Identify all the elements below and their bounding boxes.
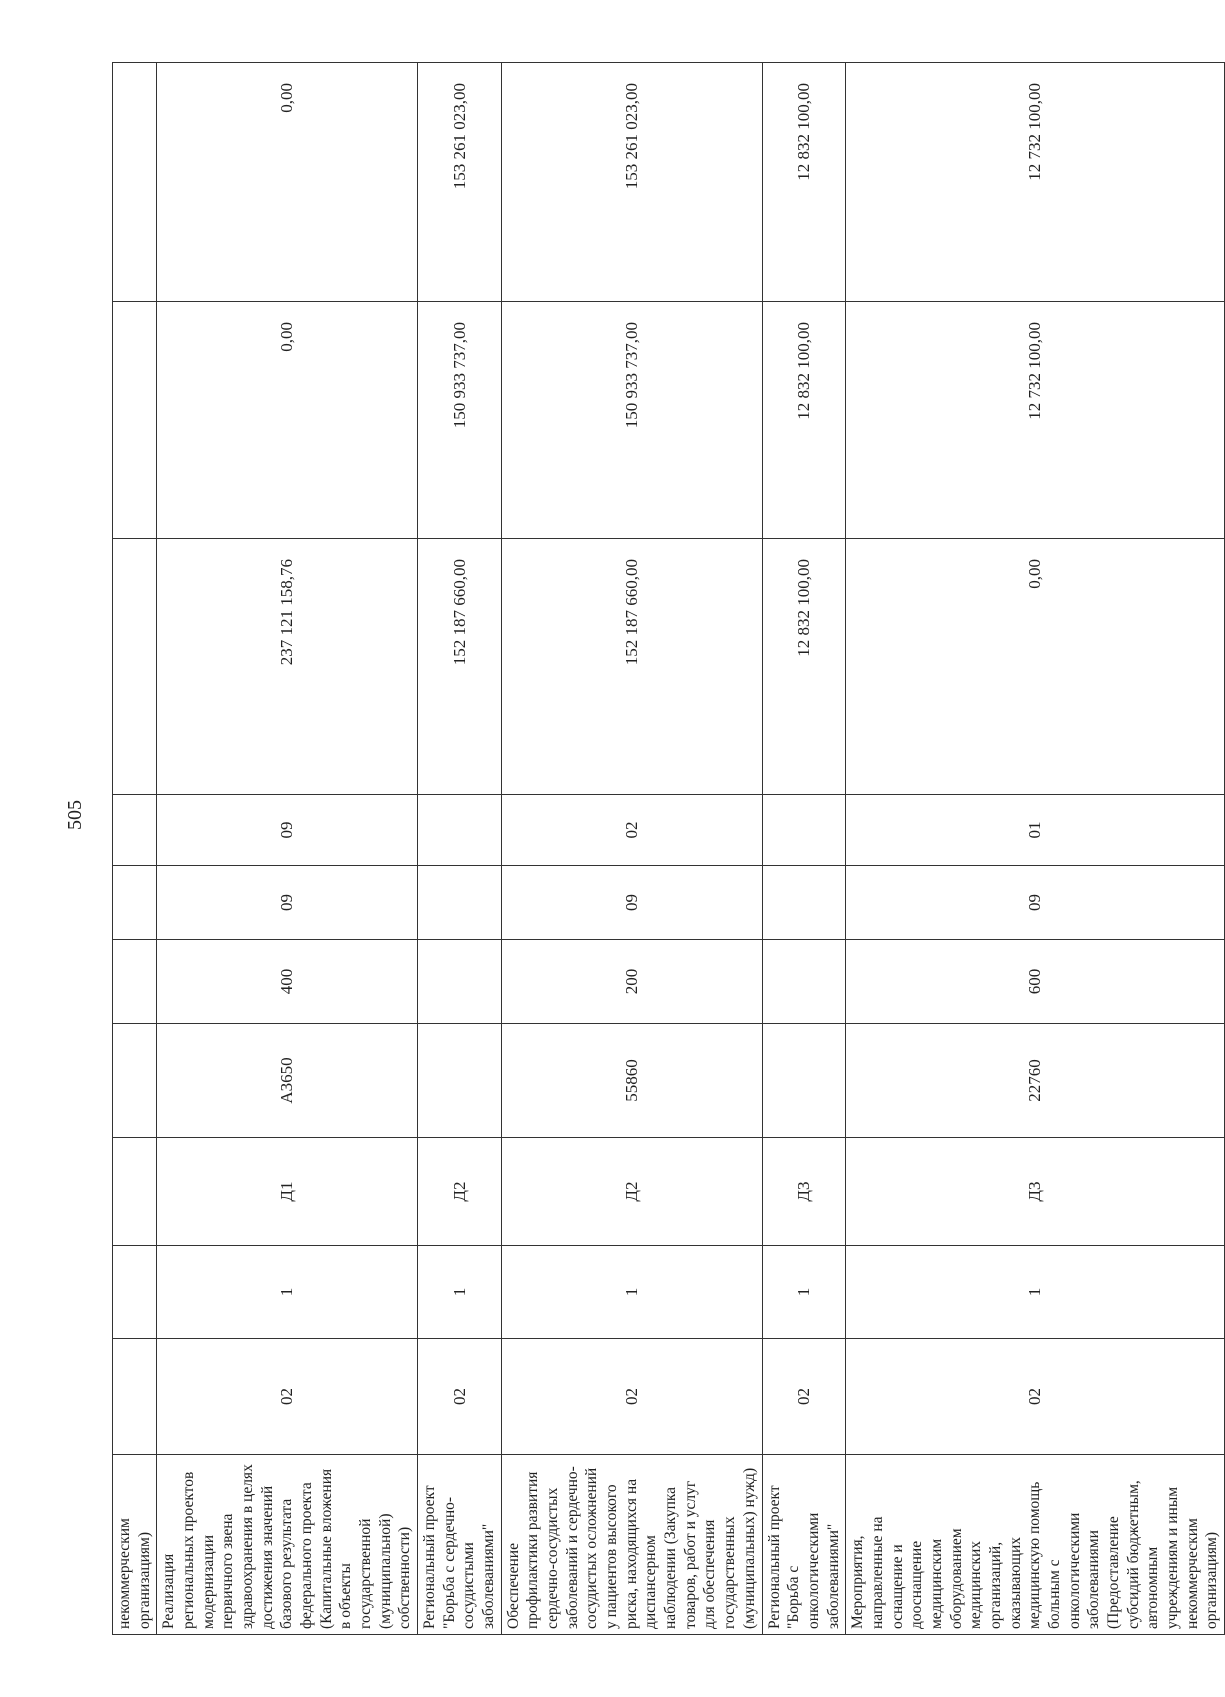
row-name: Мероприятия, направленные на оснащение и дооснащение медицинским оборудованием медицинских организаций, оказывающих медицинскую помощь больным с онкологическими заболеваниями (Предоставление субсидий бюджетным, автономным учреждениям и иным некоммерческим организациям) (846, 1455, 1225, 1635)
code-cell: 200 (501, 940, 762, 1024)
amount-cell: 152 187 660,00 (418, 539, 502, 795)
amount-cell: 0,00 (157, 63, 418, 302)
amount-cell: 153 261 023,00 (501, 63, 762, 302)
amount-cell: 152 187 660,00 (501, 539, 762, 795)
code-cell: 01 (846, 795, 1225, 866)
amount-cell: 0,00 (157, 302, 418, 539)
code-cell: Д2 (501, 1138, 762, 1246)
code-cell (762, 866, 846, 940)
code-cell: Д1 (157, 1138, 418, 1246)
code-cell: 02 (762, 1339, 846, 1455)
code-cell: 1 (846, 1246, 1225, 1339)
amount-cell: 12 832 100,00 (762, 539, 846, 795)
amount-cell: 12 732 100,00 (846, 302, 1225, 539)
code-cell: 1 (501, 1246, 762, 1339)
code-cell: Д3 (762, 1138, 846, 1246)
budget-table (112, 62, 1225, 1635)
code-cell: 1 (762, 1246, 846, 1339)
code-cell: 09 (157, 866, 418, 940)
row-name: Обеспечение профилактики развития сердечно-сосудистых заболеваний и сердечно-сосудистых осложнений у пациентов высокого риска, находящихся на диспансерном наблюдении (Закупка товаров, работ и услуг для обеспечения государственных (муниципальных) нужд) (501, 1455, 762, 1635)
amount-cell: 12 732 100,00 (846, 63, 1225, 302)
amount-cell: 0,00 (846, 539, 1225, 795)
code-cell: 09 (846, 866, 1225, 940)
amount-cell: 153 261 023,00 (418, 63, 502, 302)
code-cell: 400 (157, 940, 418, 1024)
code-cell (418, 1024, 502, 1138)
table-row (418, 63, 502, 1635)
row-name: некоммерческим организациям) (113, 1455, 157, 1635)
code-cell (418, 866, 502, 940)
page-number: 505 (64, 800, 86, 830)
table-row (501, 63, 762, 1635)
rotated-table-wrapper (112, 63, 1221, 1635)
amount-cell: 237 121 158,76 (157, 539, 418, 795)
code-cell: 22760 (846, 1024, 1225, 1138)
code-cell (762, 795, 846, 866)
code-cell: 09 (157, 795, 418, 866)
code-cell: 02 (501, 795, 762, 866)
table-row-top (113, 63, 157, 1635)
code-cell: А3650 (157, 1024, 418, 1138)
amount-cell: 12 832 100,00 (762, 63, 846, 302)
code-cell: 09 (501, 866, 762, 940)
table-row (157, 63, 418, 1635)
code-cell: 02 (846, 1339, 1225, 1455)
code-cell: Д3 (846, 1138, 1225, 1246)
code-cell (762, 940, 846, 1024)
code-cell: 1 (157, 1246, 418, 1339)
code-cell: 02 (501, 1339, 762, 1455)
amount-cell: 150 933 737,00 (501, 302, 762, 539)
code-cell (418, 795, 502, 866)
row-name: Реализация региональных проектов модернизации первичного звена здравоохранения в целях достижения значений базового результата федерального проекта (Капитальные вложения в объекты государственной (муниципальной) собственности) (157, 1455, 418, 1635)
amount-cell: 12 832 100,00 (762, 302, 846, 539)
row-name: Региональный проект "Борьба с сердечно-сосудистыми заболеваниями" (418, 1455, 502, 1635)
code-cell: 55860 (501, 1024, 762, 1138)
code-cell: 1 (418, 1246, 502, 1339)
code-cell: 02 (157, 1339, 418, 1455)
code-cell (418, 940, 502, 1024)
code-cell: 600 (846, 940, 1225, 1024)
table-row (846, 63, 1225, 1635)
code-cell (762, 1024, 846, 1138)
row-name: Региональный проект "Борьба с онкологическими заболеваниями" (762, 1455, 846, 1635)
code-cell: Д2 (418, 1138, 502, 1246)
amount-cell: 150 933 737,00 (418, 302, 502, 539)
code-cell: 02 (418, 1339, 502, 1455)
table-row (762, 63, 846, 1635)
